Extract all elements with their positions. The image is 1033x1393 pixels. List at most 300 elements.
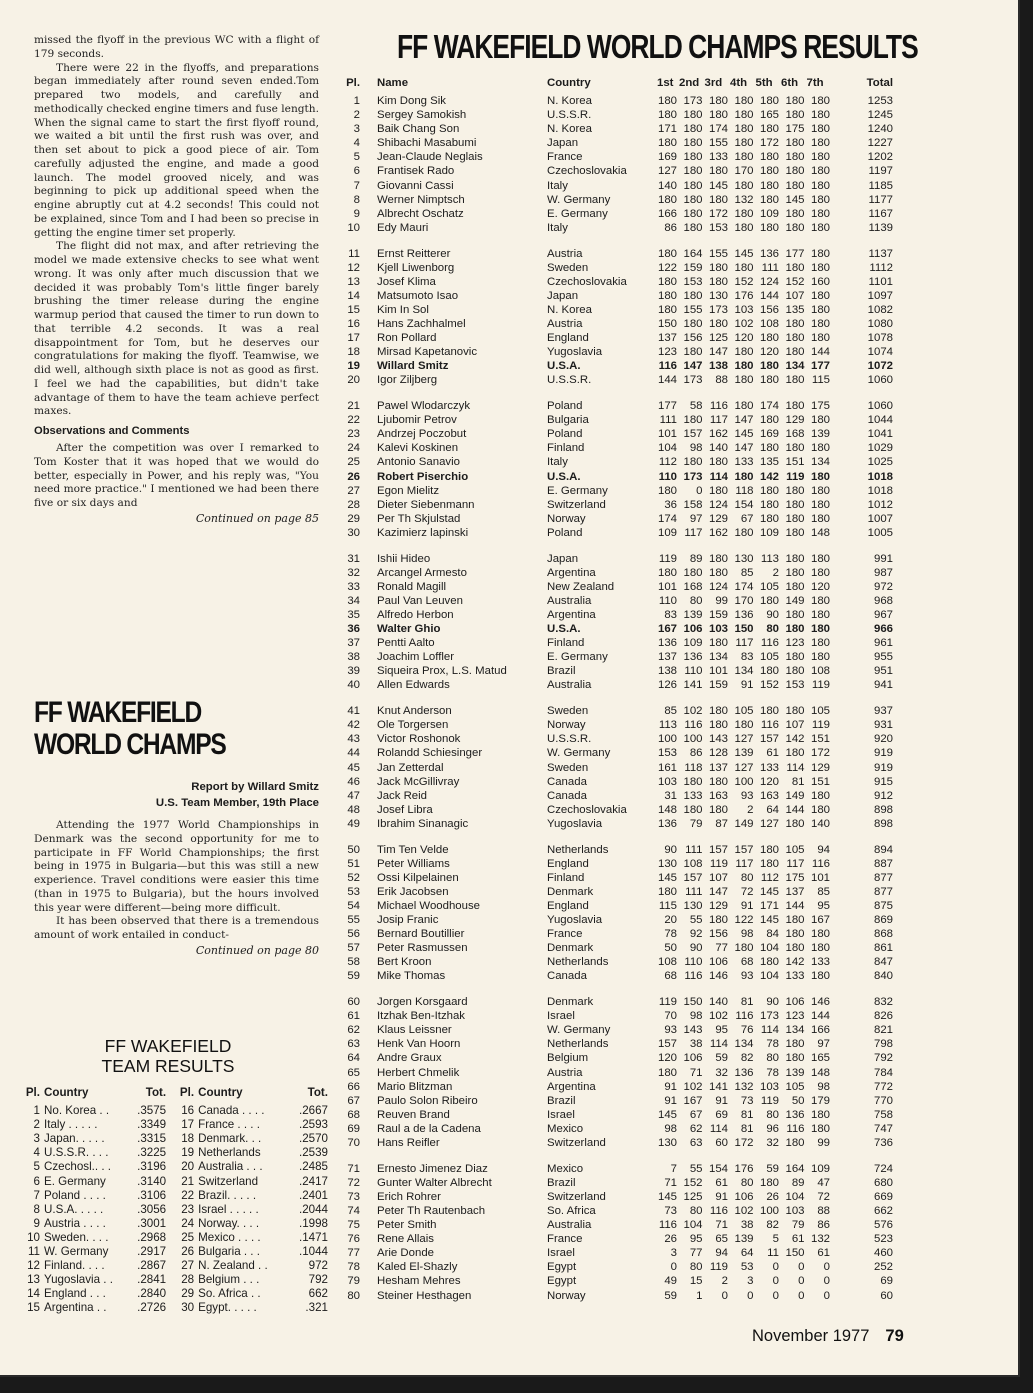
round-score: 116 [760,719,779,732]
round-score: 180 [657,137,677,150]
round-score: 149 [785,789,805,802]
competitor-country: N. Korea [547,303,592,316]
place: 44 [347,747,360,760]
col-country: Country [547,77,591,89]
round-score: 180 [810,512,830,525]
table-row [343,1260,943,1274]
competitor-country: Austria [547,247,583,260]
round-score: 31 [664,789,677,802]
round-score: 124 [708,498,728,511]
competitor-name: Ole Torgersen [377,719,449,732]
round-score: 135 [785,303,805,316]
team-place: 18 [181,1132,195,1146]
total-score: 1185 [868,179,893,192]
table-row [343,913,943,927]
competitor-name: Kalevi Koskinen [377,442,459,455]
round-score: 116 [658,1219,677,1232]
team-row [172,1231,328,1245]
round-score: 101 [708,665,728,678]
team-country: Israel . . . . . [198,1202,259,1216]
round-score: 115 [658,899,677,912]
round-score: 180 [734,942,754,955]
round-score: 71 [689,1066,703,1079]
round-score: 180 [785,221,805,234]
total-score: 877 [873,871,893,884]
round-score: 180 [708,552,728,565]
round-score: 180 [785,914,805,927]
team-header [172,1086,328,1100]
competitor-country: Sweden [547,761,589,774]
round-score: 85 [664,705,677,718]
table-row [343,289,943,303]
round-score: 180 [810,789,830,802]
round-score: 64 [766,803,779,816]
place: 2 [353,109,360,122]
round-score: 32 [715,1066,728,1079]
round-score: 78 [766,1066,779,1079]
round-score: 174 [734,580,754,593]
round-score: 180 [785,817,805,830]
total-score: 1005 [867,526,893,539]
table-row [343,470,943,484]
paragraph: Attending the 1977 World Championships in Denmark was the second opportunity for me to participate in FF World Championships; the first being in 1975 in Bulgaria—but this was still a new experience. Travel conditions were easier this time (than in 1975 to Bulgaria), but the hours involved this year were different—being more difficult. [34,819,319,914]
team-country: Mexico . . . . [198,1230,261,1244]
round-score: 180 [734,179,754,192]
place: 3 [353,123,360,136]
competitor-name: Per Th Skjulstad [377,512,461,525]
round-score: 180 [734,526,754,539]
competitor-name: Erich Rohrer [377,1190,441,1203]
competitor-name: Ibrahim Sinanagic [377,817,469,830]
team-place: 13 [27,1273,40,1287]
round-score: 109 [657,526,677,539]
total-score: 1078 [867,332,893,345]
total-score: 961 [873,637,893,650]
team-place: 26 [181,1245,195,1259]
round-score: 155 [708,137,728,150]
round-score: 169 [657,151,677,164]
competitor-name: Edy Mauri [377,221,429,234]
results-group [343,94,943,235]
continued-note: Continued on page 80 [195,943,319,957]
place: 28 [347,498,360,511]
table-row [343,498,943,512]
round-score: 170 [734,165,754,178]
round-score: 129 [708,899,728,912]
team-total: 972 [308,1259,328,1273]
team-total: .3225 [137,1146,167,1160]
round-score: 0 [798,1275,805,1288]
place: 24 [347,442,360,455]
round-score: 62 [689,1122,703,1135]
team-total: .3106 [137,1188,167,1202]
total-score: 920 [873,733,893,746]
round-score: 180 [734,360,754,373]
round-score: 180 [785,651,805,664]
competitor-name: Albrecht Oschatz [377,207,464,220]
round-score: 147 [734,442,754,455]
round-score: 114 [760,1024,779,1037]
team-total: .321 [305,1301,328,1315]
round-score: 180 [810,318,830,330]
round-score: 103 [785,1205,805,1217]
round-score: 148 [657,803,677,816]
team-country: England . . . [44,1287,106,1301]
team-row [172,1118,328,1132]
col-round: 5th [755,77,773,89]
round-score: 92 [689,928,703,941]
competitor-country: Sweden [547,261,589,274]
round-score: 102 [683,1080,703,1093]
round-score: 0 [772,1261,779,1274]
feature-title-line1: FF WAKEFIELD [34,696,201,729]
round-score: 172 [810,747,830,760]
round-score: 180 [759,705,779,718]
competitor-name: Rolandd Schiesinger [377,747,483,760]
competitor-country: E. Germany [547,207,608,220]
round-score: 2 [747,803,754,816]
round-score: 180 [785,261,805,274]
table-row [343,843,943,857]
round-score: 180 [683,179,703,192]
total-score: 991 [873,552,893,565]
competitor-country: Poland [547,400,583,413]
competitor-name: Josef Klima [377,275,436,288]
header-country: Country [198,1086,243,1099]
feature-title-line2: WORLD CHAMPS [34,728,226,761]
results-group [343,247,943,388]
round-score: 107 [708,871,728,884]
round-score: 180 [683,775,703,788]
competitor-name: Mario Blitzman [377,1080,453,1093]
total-score: 868 [873,928,893,941]
place: 7 [353,179,360,192]
team-total: .2417 [298,1174,328,1188]
total-score: 875 [873,899,893,912]
competitor-name: Gunter Walter Albrecht [377,1176,492,1189]
table-row [343,484,943,498]
place: 78 [347,1261,360,1274]
round-score: 180 [759,512,779,525]
round-score: 180 [759,374,779,387]
round-score: 180 [734,109,754,122]
round-score: 117 [735,637,754,650]
competitor-name: Mike Thomas [377,970,446,983]
feature-body [34,819,319,943]
round-score: 106 [683,1052,703,1065]
round-score: 180 [810,193,830,206]
results-group [343,704,943,831]
round-score: 80 [766,623,779,636]
total-score: 1177 [868,193,893,206]
total-score: 784 [873,1066,893,1079]
round-score: 70 [664,1010,677,1023]
round-score: 174 [708,123,728,136]
total-score: 60 [880,1289,893,1302]
table-row [343,275,943,289]
round-score: 147 [708,346,728,359]
competitor-country: Sweden [547,705,589,718]
place: 45 [347,761,360,774]
total-score: 1072 [867,360,893,373]
round-score: 149 [785,594,805,607]
total-score: 898 [873,803,893,816]
place: 13 [347,275,360,288]
round-score: 102 [734,318,754,330]
round-score: 116 [709,400,728,413]
byline-role: U.S. Team Member, 19th Place [155,797,319,809]
round-score: 107 [785,719,805,732]
round-score: 180 [785,400,805,413]
round-score: 180 [683,318,703,330]
competitor-country: Brazil [547,1176,576,1189]
round-score: 119 [658,552,677,565]
place: 23 [347,428,360,441]
round-score: 166 [810,1024,830,1037]
team-total: .1471 [298,1230,328,1244]
round-score: 116 [684,719,703,732]
round-score: 55 [689,914,703,927]
table-row [343,1066,943,1080]
round-score: 89 [791,1176,805,1189]
round-score: 180 [657,303,677,316]
team-row [172,1273,328,1287]
place: 15 [347,303,360,316]
round-score: 116 [684,970,703,983]
subhead-observations: Observations and Comments [34,425,190,437]
page-number: 79 [885,1327,904,1345]
table-row [343,1094,943,1108]
header-total: Tot. [307,1086,328,1099]
team-country: France . . . . [198,1118,260,1132]
round-score: 180 [810,332,830,345]
round-score: 104 [759,942,779,955]
competitor-name: Raul a de la Cadena [377,1122,481,1135]
place: 71 [347,1162,360,1175]
competitor-country: Argentina [547,608,596,621]
round-score: 26 [664,1233,677,1246]
team-country: Czechosl.. . . [44,1160,112,1174]
total-score: 869 [873,914,893,927]
round-score: 136 [657,637,677,650]
col-round: 3rd [704,77,723,89]
competitor-country: U.S.S.R. [547,733,592,746]
team-total: .2726 [137,1301,167,1315]
round-score: 180 [785,1137,805,1150]
total-score: 894 [873,843,893,856]
round-score: 130 [708,289,728,302]
competitor-country: England [547,857,589,870]
round-score: 109 [683,637,703,650]
competitor-name: Ossi Kilpelainen [377,871,459,884]
table-row [343,193,943,207]
competitor-name: Kaled El-Shazly [377,1261,458,1274]
round-score: 151 [810,775,830,788]
round-score: 180 [657,566,677,579]
round-score: 91 [740,899,754,912]
round-score: 114 [786,761,805,774]
competitor-name: Arcangel Armesto [377,566,467,579]
round-score: 142 [759,470,779,483]
competitor-country: Bulgaria [547,414,589,427]
round-score: 100 [734,775,754,788]
round-score: 180 [810,552,830,565]
round-score: 26 [766,1190,779,1203]
round-score: 180 [734,470,754,483]
place: 29 [347,512,360,525]
team-place: 28 [181,1273,195,1287]
team-place: 22 [181,1188,195,1202]
team-country: Sweden. . . . [44,1230,109,1244]
round-score: 180 [810,470,830,483]
competitor-country: U.S.S.R. [547,109,592,122]
competitor-country: W. Germany [547,1024,611,1037]
place: 39 [347,665,360,678]
competitor-name: Kazimierz lapinski [377,526,469,539]
round-score: 120 [810,580,830,593]
round-score: 5 [772,1233,779,1246]
competitor-name: Bert Kroon [377,956,432,969]
round-score: 127 [734,761,754,774]
round-score: 127 [657,165,677,178]
competitor-country: Japan [547,137,579,150]
team-total: .2401 [298,1188,328,1202]
round-score: 108 [759,318,779,330]
place: 66 [347,1080,360,1093]
competitor-country: Egypt [547,1275,577,1288]
table-row [343,247,943,261]
round-score: 147 [708,885,728,898]
table-row [343,995,943,1009]
round-score: 130 [734,552,754,565]
round-score: 173 [683,95,703,107]
round-score: 180 [734,151,754,164]
round-score: 155 [708,247,728,260]
round-score: 139 [683,608,703,621]
round-score: 139 [810,428,830,441]
round-score: 180 [759,123,779,136]
round-score: 120 [734,332,754,345]
round-score: 117 [786,857,805,870]
round-score: 77 [715,942,728,955]
round-score: 136 [734,608,754,621]
round-score: 172 [734,1137,754,1150]
competitor-country: Austria [547,1066,583,1079]
competitor-name: Jan Zetterdal [377,761,444,774]
place: 49 [347,817,360,830]
round-score: 180 [785,608,805,621]
team-total: .3315 [137,1132,167,1146]
total-score: 1007 [867,512,893,525]
competitor-name: Klaus Leissner [377,1024,452,1037]
round-score: 155 [683,303,703,316]
col-round: 6th [781,77,799,89]
table-row [343,179,943,193]
round-score: 173 [759,1010,779,1023]
round-score: 68 [664,970,677,983]
competitor-country: Norway [547,512,586,525]
col-round: 2nd [679,77,700,89]
team-total: .1044 [298,1245,328,1259]
total-score: 821 [873,1024,893,1037]
competitor-country: U.S.A. [547,623,581,636]
competitor-country: Czechoslovakia [547,803,627,816]
round-score: 123 [785,637,805,650]
team-place: 8 [33,1202,40,1216]
round-score: 72 [740,885,754,898]
total-score: 847 [873,956,893,969]
competitor-name: Knut Anderson [377,705,452,718]
round-score: 180 [683,566,703,579]
round-score: 91 [740,679,754,692]
round-score: 180 [734,137,754,150]
place: 17 [347,332,360,345]
round-score: 180 [759,360,779,373]
total-score: 770 [873,1094,893,1107]
table-row [343,885,943,899]
competitor-name: Igor Ziljberg [377,374,438,387]
round-score: 174 [657,512,677,525]
round-score: 32 [766,1137,779,1150]
competitor-country: France [547,151,583,164]
table-row [343,761,943,775]
team-place: 16 [181,1104,195,1118]
total-score: 772 [873,1080,893,1093]
competitor-name: Hesham Mehres [377,1275,461,1288]
round-score: 11 [767,1247,779,1260]
total-score: 955 [873,651,893,664]
round-score: 106 [785,996,805,1009]
round-score: 157 [657,1038,677,1051]
competitor-name: Victor Roshonok [377,733,461,746]
team-title-line1: FF WAKEFIELD [104,1036,232,1056]
round-score: 180 [810,151,830,164]
total-score: 1167 [868,207,893,220]
table-row [343,552,943,566]
round-score: 144 [810,1010,830,1023]
round-score: 53 [740,1261,754,1274]
article-observations-body [34,442,319,511]
round-score: 180 [708,803,728,816]
round-score: 154 [708,1162,728,1175]
round-score: 146 [810,996,830,1009]
team-place: 10 [27,1230,40,1244]
round-score: 180 [785,526,805,539]
place: 62 [347,1024,360,1037]
round-score: 111 [761,261,779,274]
competitor-country: Brazil [547,1094,576,1107]
round-score: 137 [785,885,805,898]
round-score: 175 [810,400,830,413]
team-country: Australia . . . [198,1160,263,1174]
total-score: 724 [873,1162,893,1175]
competitor-name: Werner Nimptsch [377,193,465,206]
team-row [18,1175,166,1189]
competitor-country: Italy [547,221,568,234]
round-score: 163 [708,789,728,802]
place: 35 [347,608,360,621]
team-row [18,1231,166,1245]
competitor-country: Mexico [547,1162,584,1175]
round-score: 3 [670,1247,677,1260]
round-score: 180 [734,207,754,220]
competitor-country: Switzerland [547,1190,606,1203]
competitor-country: U.S.A. [547,360,581,373]
competitor-country: Israel [547,1108,575,1121]
round-score: 101 [657,428,677,441]
competitor-country: Yugoslavia [547,914,603,927]
round-score: 91 [664,1094,677,1107]
